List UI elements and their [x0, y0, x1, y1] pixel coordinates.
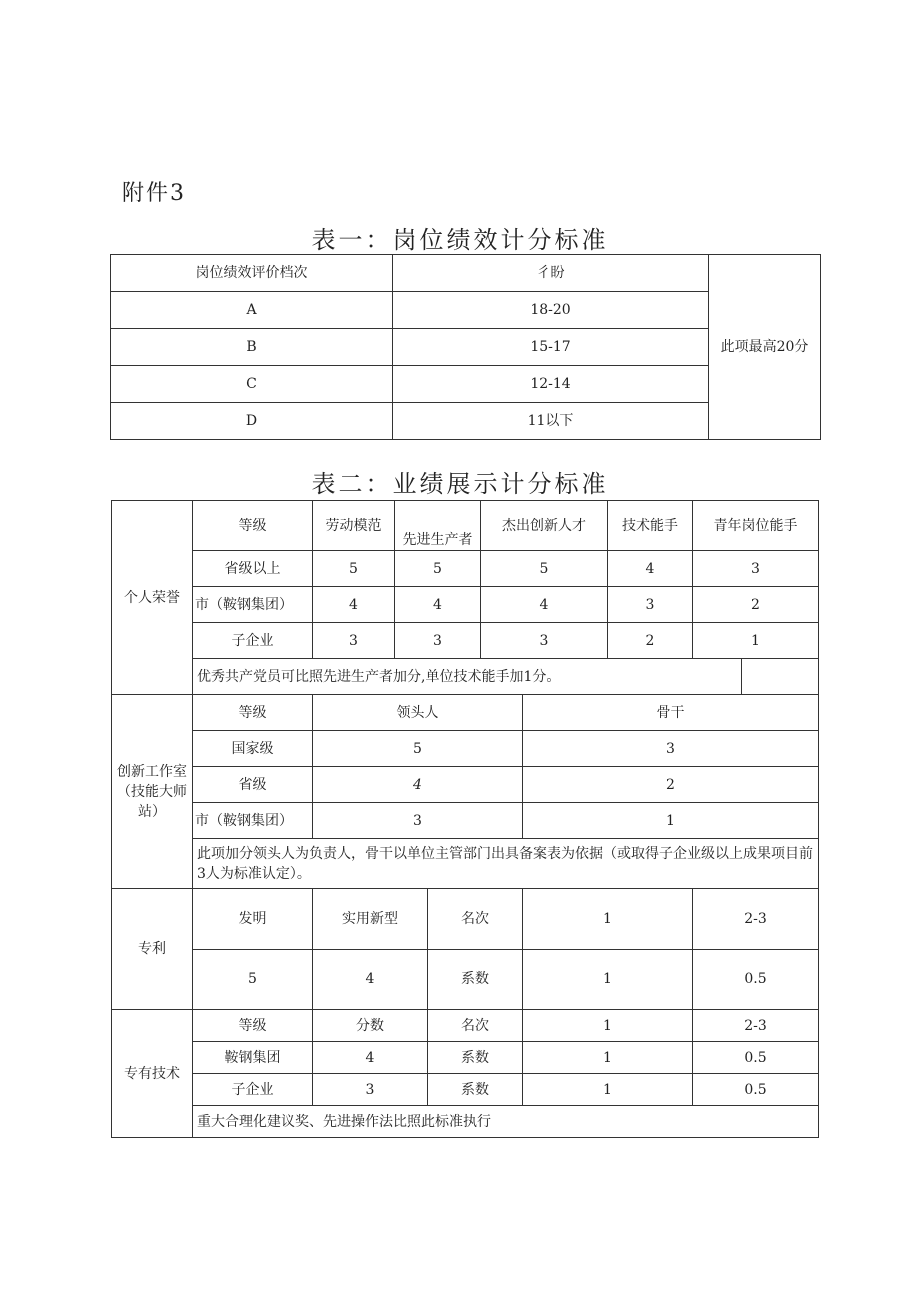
score-cell: 2: [608, 623, 693, 659]
score-cell: 系数: [428, 1074, 523, 1106]
score-cell: 3: [693, 551, 819, 587]
patent-cell: 4: [313, 949, 428, 1010]
performance-score-table: [110, 254, 821, 440]
score-cell: 4: [313, 587, 395, 623]
header-cell: 等级: [193, 1010, 313, 1042]
table-row: [112, 551, 819, 587]
patent-cell: 名次: [428, 889, 523, 950]
table-row: [112, 1074, 819, 1106]
score-cell: 2: [693, 587, 819, 623]
patent-cell: 实用新型: [313, 889, 428, 950]
header-cell: 等级: [193, 501, 313, 551]
level-cell: 国家级: [193, 731, 313, 767]
header-cell: 岗位绩效评价档次: [111, 255, 393, 292]
level-cell: 省级: [193, 767, 313, 803]
table-row: [112, 803, 819, 839]
level-cell: 鞍钢集团: [193, 1042, 313, 1074]
table-row: [112, 889, 819, 950]
limit-cell: 此项最高20分: [709, 255, 821, 440]
score-cell: 3: [313, 623, 395, 659]
table-row: [112, 839, 819, 889]
score-cell: 12-14: [393, 366, 709, 403]
category-proprietary-tech: 专有技术: [112, 1010, 193, 1138]
table-row: [112, 731, 819, 767]
table-row: [112, 587, 819, 623]
table-row: [112, 695, 819, 731]
table-row: [112, 623, 819, 659]
patent-cell: 1: [523, 949, 693, 1010]
score-cell: 3: [313, 803, 523, 839]
score-cell: 5: [313, 731, 523, 767]
grade-cell: B: [111, 329, 393, 366]
table-row: [111, 255, 821, 292]
level-cell: 省级以上: [193, 551, 313, 587]
table-row: [112, 659, 819, 695]
header-cell: 分数: [313, 1010, 428, 1042]
patent-cell: 0.5: [693, 949, 819, 1010]
score-cell: 11以下: [393, 403, 709, 440]
score-cell: 3: [481, 623, 608, 659]
table-row: [112, 1106, 819, 1138]
score-cell: 3: [608, 587, 693, 623]
score-cell: 系数: [428, 1042, 523, 1074]
score-cell: 2: [523, 767, 819, 803]
score-cell: 4: [608, 551, 693, 587]
innovation-studio-note: 此项加分领头人为负责人，骨干以单位主管部门出具备案表为依据（或取得子企业级以上成果项目前3人为标准认定）。: [193, 839, 819, 889]
score-cell: 0.5: [693, 1042, 819, 1074]
patent-cell: 发明: [193, 889, 313, 950]
category-personal-honor: 个人荣誉: [112, 501, 193, 695]
score-cell: 0.5: [693, 1074, 819, 1106]
table-row: [112, 767, 819, 803]
table1-title: 表一：岗位绩效计分标准: [311, 226, 609, 254]
score-cell: 4: [395, 587, 481, 623]
score-cell: 3: [523, 731, 819, 767]
proprietary-tech-note: 重大合理化建议奖、先进操作法比照此标准执行: [193, 1106, 819, 1138]
header-cell: 先进生产者: [395, 501, 481, 551]
level-cell: 市（鞍钢集团）: [193, 803, 313, 839]
category-patent: 专利: [112, 889, 193, 1010]
score-cell: 1: [523, 803, 819, 839]
score-cell: 1: [523, 1042, 693, 1074]
header-cell: 劳动模范: [313, 501, 395, 551]
header-cell: 1: [523, 1010, 693, 1042]
table-row: [112, 1010, 819, 1042]
patent-cell: 2-3: [693, 889, 819, 950]
score-cell: 1: [523, 1074, 693, 1106]
score-cell: 1: [693, 623, 819, 659]
attachment-label: 附件3: [122, 181, 186, 206]
patent-cell: 5: [193, 949, 313, 1010]
score-cell: 4: [313, 767, 523, 803]
score-cell: 15-17: [393, 329, 709, 366]
header-cell: 2-3: [693, 1010, 819, 1042]
category-innovation-studio: 创新工作室（技能大师站）: [112, 695, 193, 889]
score-cell: 5: [395, 551, 481, 587]
header-cell: 技术能手: [608, 501, 693, 551]
header-cell: 彳盼: [393, 255, 709, 292]
grade-cell: A: [111, 292, 393, 329]
header-cell: 等级: [193, 695, 313, 731]
header-cell: 杰出创新人才: [481, 501, 608, 551]
patent-cell: 系数: [428, 949, 523, 1010]
patent-cell: 1: [523, 889, 693, 950]
header-cell: 青年岗位能手: [693, 501, 819, 551]
score-cell: 5: [481, 551, 608, 587]
level-cell: 子企业: [193, 1074, 313, 1106]
table-row: [112, 501, 819, 551]
header-cell: 骨干: [523, 695, 819, 731]
level-cell: 子企业: [193, 623, 313, 659]
header-cell: 名次: [428, 1010, 523, 1042]
score-cell: 18-20: [393, 292, 709, 329]
level-cell: 市（鞍钢集团）: [193, 587, 313, 623]
score-cell: 4: [481, 587, 608, 623]
table-row: [112, 949, 819, 1010]
achievement-score-table: [111, 500, 819, 1138]
table-row: [112, 1042, 819, 1074]
header-cell: 领头人: [313, 695, 523, 731]
score-cell: 4: [313, 1042, 428, 1074]
table2-title: 表二：业绩展示计分标准: [311, 470, 609, 498]
score-cell: 5: [313, 551, 395, 587]
score-cell: 3: [313, 1074, 428, 1106]
personal-honor-note: 优秀共产党员可比照先进生产者加分,单位技术能手加1分。: [193, 659, 742, 695]
score-cell: 3: [395, 623, 481, 659]
grade-cell: C: [111, 366, 393, 403]
grade-cell: D: [111, 403, 393, 440]
